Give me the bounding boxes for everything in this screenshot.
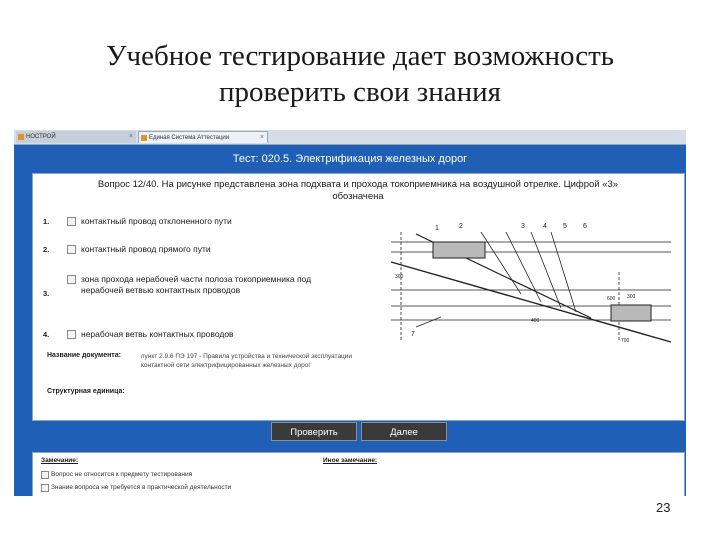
test-title: Тест: 020.5. Электрификация железных дорог bbox=[232, 153, 468, 165]
diagram-label: 3 bbox=[521, 223, 525, 230]
favicon-icon bbox=[141, 135, 147, 141]
remarks-panel bbox=[32, 452, 685, 496]
diagram-label: 2 bbox=[459, 223, 463, 230]
browser-tab-bar bbox=[14, 130, 686, 145]
question-text bbox=[43, 179, 673, 203]
remark-checkbox[interactable] bbox=[41, 471, 49, 479]
option-number: 3. bbox=[43, 289, 50, 298]
close-tab-icon[interactable]: × bbox=[128, 133, 133, 140]
option-text: контактный провод отклоненного пути bbox=[81, 216, 232, 226]
tab-label: НОСТРОЙ bbox=[26, 134, 56, 140]
check-button[interactable]: Проверить bbox=[271, 422, 357, 441]
diagram-label: 7 bbox=[411, 331, 415, 338]
diagram-label: 300 bbox=[395, 274, 404, 280]
browser-screenshot bbox=[14, 130, 686, 496]
structural-unit-label: Структурная единица: bbox=[47, 388, 125, 395]
question-line1: Вопрос 12/40. На рисунке представлена зона подхвата и прохода токоприемника на воздушной отрелке. Цифрой «3» bbox=[97, 179, 619, 190]
diagram-line bbox=[416, 317, 441, 327]
remark-checkbox[interactable] bbox=[41, 484, 49, 492]
diagram-line bbox=[481, 232, 521, 294]
diagram-label: 600 bbox=[607, 296, 616, 302]
diagram-line bbox=[391, 262, 671, 342]
next-button[interactable]: Далее bbox=[361, 422, 447, 441]
remark-text: Знание вопроса не требуется в практической деятельности bbox=[51, 484, 232, 491]
remark-option-2[interactable] bbox=[41, 484, 231, 491]
tab-label: Единая Система Аттестации bbox=[149, 135, 230, 141]
answer-checkbox[interactable] bbox=[67, 217, 76, 226]
page-number: 23 bbox=[656, 500, 671, 515]
question-line2: обозначена bbox=[332, 191, 384, 202]
diagram-label: 5 bbox=[563, 223, 567, 230]
answer-checkbox[interactable] bbox=[67, 275, 76, 284]
diagram-label: 4 bbox=[543, 223, 547, 230]
diagram-line bbox=[506, 232, 541, 302]
remark-option-1[interactable] bbox=[41, 471, 192, 478]
browser-tab-attestation[interactable] bbox=[138, 131, 268, 143]
slide-title-line1: Учебное тестирование дает возможность bbox=[105, 40, 615, 72]
close-tab-icon[interactable]: × bbox=[259, 134, 264, 141]
diagram-label: 6 bbox=[583, 223, 587, 230]
slide-title bbox=[0, 38, 720, 110]
remark-text: Вопрос не относится к предмету тестирования bbox=[51, 471, 193, 478]
catenary-diagram bbox=[371, 202, 679, 352]
favicon-icon bbox=[18, 134, 24, 140]
option-text: контактный провод прямого пути bbox=[81, 244, 211, 254]
diagram-label: 1 bbox=[435, 225, 439, 232]
remark-label: Замечание: bbox=[41, 457, 79, 464]
diagram-hatched-zone bbox=[611, 305, 651, 321]
option-text: нерабочая ветвь контактных проводов bbox=[81, 329, 234, 339]
slide-title-line2: проверить свои знания bbox=[219, 76, 501, 108]
diagram-label: 300 bbox=[627, 294, 636, 300]
document-name-value: пункт 2.9.6 ПЭ 197 - Правила устройства и технической эксплуатации контактной сети электрифицированных железных дорог bbox=[141, 353, 353, 369]
answer-checkbox[interactable] bbox=[67, 245, 76, 254]
other-remark-label: Иное замечание: bbox=[323, 457, 378, 464]
option-number: 1. bbox=[43, 217, 50, 226]
diagram-hatched-zone bbox=[433, 242, 485, 258]
document-name-label: Название документа: bbox=[47, 352, 121, 359]
answer-checkbox[interactable] bbox=[67, 330, 76, 339]
option-number: 4. bbox=[43, 330, 50, 339]
diagram-label: 700 bbox=[621, 338, 630, 344]
diagram-label: 400 bbox=[531, 318, 540, 324]
option-number: 2. bbox=[43, 245, 50, 254]
option-text: зона прохода нерабочей части полоза токоприемника под нерабочей ветвью контактных проводов bbox=[81, 274, 312, 295]
browser-tab-nostroy[interactable] bbox=[16, 131, 136, 143]
question-panel bbox=[32, 173, 685, 421]
